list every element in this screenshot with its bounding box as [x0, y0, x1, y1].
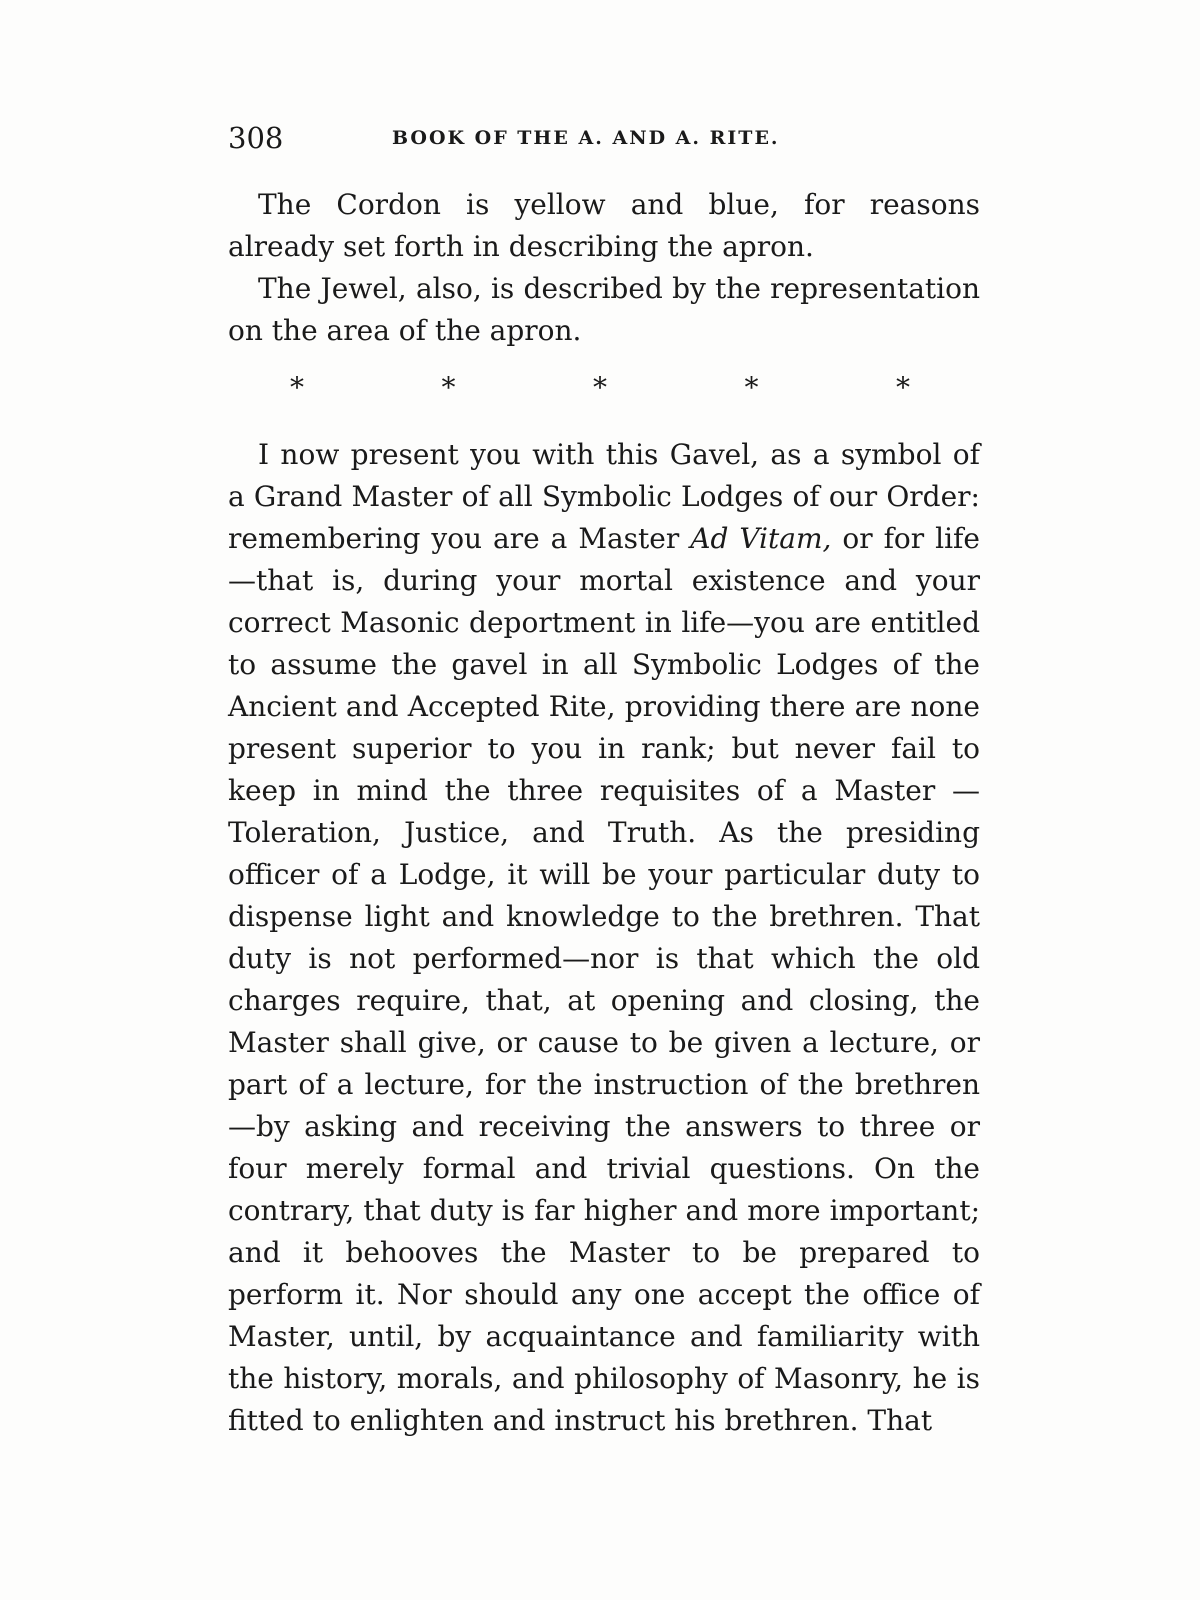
paragraph-jewel: The Jewel, also, is described by the representation on the area of the apron.	[228, 272, 980, 347]
ad-vitam-italic: Ad Vitam,	[690, 522, 832, 555]
paragraph-cordon: The Cordon is yellow and blue, for reasons already set forth in describing the apron.	[228, 188, 980, 263]
gavel-text-start: I now present you with this Gavel, as a symbol of a Grand Master of all Symbolic Lodges of our Order: remembering you are a Master	[228, 438, 980, 555]
asterisk: *	[896, 371, 910, 404]
page-number: 308	[228, 121, 284, 155]
paragraph-gavel	[228, 434, 980, 1442]
gavel-text	[228, 434, 980, 1442]
gavel-text-rest: or for life—that is, during your mortal existence and your correct Masonic deportment in life—you are entitled to assume the gavel in all Symbolic Lodges of the Ancient and Accepted Rite, providing there are none present superior to you in rank; but never fail to keep in mind the three requisites of a Master —Toleration, Justice, and Truth. As the presiding officer of a Lodge, it will be your particular duty to dispense light and knowledge to the brethren. That duty is not performed—nor is that which the old charges require, that, at opening and closing, the Master shall give, or cause to be given a lecture, or part of a lecture, for the instruction of the brethren —by asking and receiving the answers to three or four merely formal and trivial questions. On the contrary, that duty is far higher and more important; and it behooves the Master to be prepared to perform it. Nor should any one accept the office of Master, until, by acquaintance and familiarity with the history, morals, and philosophy of Masonry, he is fitted to enlighten and instruct his brethren. That	[228, 522, 980, 1437]
asterisk: *	[744, 371, 759, 404]
asterisk: *	[290, 371, 304, 404]
running-head	[228, 118, 980, 158]
running-head-title: BOOK OF THE A. AND A. RITE.	[392, 127, 780, 149]
section-separator	[290, 370, 910, 406]
asterisk: *	[441, 371, 456, 404]
asterisk: *	[593, 371, 607, 404]
opening-text	[228, 184, 980, 352]
